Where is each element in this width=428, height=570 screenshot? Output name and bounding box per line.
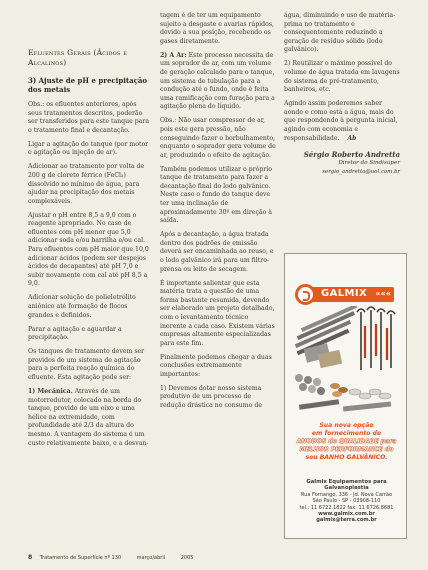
paragraph bbox=[28, 388, 150, 448]
slogan-line: seu BANHO GALVÂNICO. bbox=[305, 454, 388, 461]
list-item-text: Este processo necessita de um soprador de ar, com um volume de geração calculado para o tanque, um sistema de tubulação para a condução até o fundo, onde é feita uma ramificação com furação para a agitação plena do líquido. bbox=[160, 51, 275, 111]
author-name: Sérgio Roberto Andretta bbox=[303, 150, 400, 160]
flat-plates-icon bbox=[299, 399, 391, 411]
paragraph: É importante salientar que esta matéria trata a questão de uma forma bastante resumida, devendo ser elaborado um projeto detalhado, com o levantamento técnico inerente a cada caso. Existem várias empresas altamente especializadas para este fim. bbox=[160, 279, 275, 347]
ad-contact bbox=[289, 479, 404, 524]
paragraph: Finalmente podemos chegar a duas conclusões extremamente importantes: bbox=[160, 353, 272, 378]
paragraph: Também podemos utilizar o próprio tanque de tratamento para fazer a decantação final do lodo galvânico. Neste caso o fundo do tanque deve ter uma inclinação de aproximadamente 30º em direção à saída. bbox=[160, 165, 272, 225]
paragraph bbox=[284, 100, 400, 143]
paragraph: Os tanques de tratamento devem ser providos de um sistema de agitação para a perfeita reação química do efluente. Esta agitação pode ser: bbox=[28, 348, 145, 381]
paragraph: Adicionar ao tratamento por volta de 200 g de cloreto férrico (FeCl₃) dissolvido no mínimo de água, para ajudar na precipitação dos metais complexáveis. bbox=[28, 163, 145, 205]
galmix-advertisement bbox=[284, 253, 407, 539]
paragraph: Ajustar o pH entre 8,5 a 9,0 com o reagente apropriado. No caso de efluentes com pH menor que 5,0 adicionar soda e/ou barrilha e/ou cal. Para efluentes com pH maior que 10,0 adicionar ácidos (podem ser despejos ácidos de decapantes) até pH 7,0 e subir novamente com cal até pH 8,5 a 9,0. bbox=[28, 211, 149, 288]
paragraph: 1) Devemos dotar nosso sistema produtivo de um processo de redução drástica no consumo de bbox=[160, 384, 262, 410]
pellets-icon bbox=[349, 389, 391, 399]
paragraph-text: Agindo assim poderemos saber aonde e como está a água, mais do que respondendo à pergunta inicial, agindo com economia e responsabilidade. bbox=[284, 100, 398, 142]
page-footer bbox=[28, 554, 207, 561]
paragraph: Após a decantação, a água tratada dentro dos padrões de emissão deverá ser encaminhada ao reuso, e o lodo galvânico irá para um filtro-prensa ou leito de secagem. bbox=[160, 231, 274, 273]
article-column-3 bbox=[284, 12, 400, 177]
subheading: 3) Ajuste de pH e precipitação dos metais bbox=[28, 76, 148, 94]
web-link[interactable]: www.galmix.com.br galmix@terra.com.br bbox=[316, 511, 377, 524]
anode-balls-icon bbox=[295, 374, 325, 395]
slogan-line: Sua nova opção bbox=[319, 422, 374, 429]
paragraph bbox=[160, 52, 276, 112]
phone-line: tel.: 11 6722.1822 fax: 11 6726.8681 bbox=[299, 504, 394, 511]
list-item-text: Através de um motorredutor, colocado na borda do tanque, provido de um eixo e uma hélice na extremidade, com profundidade até 2/3 da altura do mesmo. A vantagem do sistema é um custo relativamente baixo, e a desvan- bbox=[28, 387, 149, 447]
ad-slogan bbox=[288, 422, 405, 462]
section-title: Efluentes Gerais (Ácidos e Alcalinos) bbox=[28, 48, 128, 67]
paragraph: tagem é de ter um equipamento sujeito a desgaste e avarias rápidos, devido a sua posição, recebendo os gases diretamente. bbox=[160, 12, 274, 45]
issue-date: março/abril bbox=[136, 555, 166, 561]
magazine-name: Tratamento de Superfície nº 130 bbox=[39, 555, 122, 561]
paragraph: Ligar a agitação do tanque (por motor e agitação ou injeção de ar). bbox=[28, 140, 149, 157]
anode-bars-icon bbox=[295, 306, 357, 368]
author-email: sergio_andretta@uol.com.br bbox=[322, 169, 400, 176]
page-number: 8 bbox=[28, 554, 33, 561]
article-column-1 bbox=[28, 48, 150, 454]
slogan-line: em fornecimento de bbox=[311, 430, 382, 437]
copper-nuggets-icon bbox=[330, 383, 348, 397]
author-signature bbox=[284, 150, 400, 177]
list-item-label: 2) A Ar: bbox=[160, 51, 187, 59]
issue-year: 2005 bbox=[180, 555, 194, 561]
paragraph: água, diminuindo o uso de matéria-prima no tratamento e consequentemente reduzindo a geração de resíduo sólido (lodo galvânico). bbox=[284, 12, 396, 54]
paragraph: Obs.: Não usar compressor de ar, pois este gera pressão, não conseguindo fazer o borbulhamento, enquanto o soprador gera volume de ar, produzindo o efeito de agitação. bbox=[160, 117, 276, 159]
paragraph: Adicionar solução de polieletrólito aniônico até formação de flocos grandes e definidos. bbox=[28, 294, 136, 319]
end-mark: Ab bbox=[347, 134, 357, 142]
list-item-label: 1) Mecânica. bbox=[28, 387, 73, 395]
paragraph: 2) Reutilizar o máximo possível do volume de água tratada em lavagens do sistema de pré-tratamento, banheiros, etc. bbox=[284, 60, 400, 94]
galmix-g-icon bbox=[295, 284, 316, 305]
company-name: Galmix Equipamentos para Galvanoplastia bbox=[306, 479, 387, 492]
red-hooks-icon bbox=[365, 324, 387, 360]
article-column-2 bbox=[160, 12, 276, 416]
galmix-logo bbox=[298, 287, 394, 302]
slogan-line: ANODOS de QUALIDADE para bbox=[296, 438, 397, 445]
address-line: São Paulo - SP - 03908-110 bbox=[312, 498, 381, 505]
slogan-line: MELHOR PERFORMANCE do bbox=[299, 446, 394, 453]
paragraph: Obs.: os efluentes anteriores, após seus tratamentos descritos, poderão ser transferidos para este tanque para o tratamento final e decantação. bbox=[28, 101, 150, 134]
paragraph: Parar a agitação e aguardar a precipitação. bbox=[28, 325, 122, 342]
brand-name: GALMIX bbox=[321, 288, 368, 299]
author-role: Diretor do Sindisuper bbox=[338, 160, 400, 167]
anodes-and-tools-illustration bbox=[291, 306, 401, 418]
address-line: Rua Fornango, 336 - Jd. Nova Carrão bbox=[300, 491, 393, 498]
chevrons-icon: ««« bbox=[375, 289, 391, 298]
